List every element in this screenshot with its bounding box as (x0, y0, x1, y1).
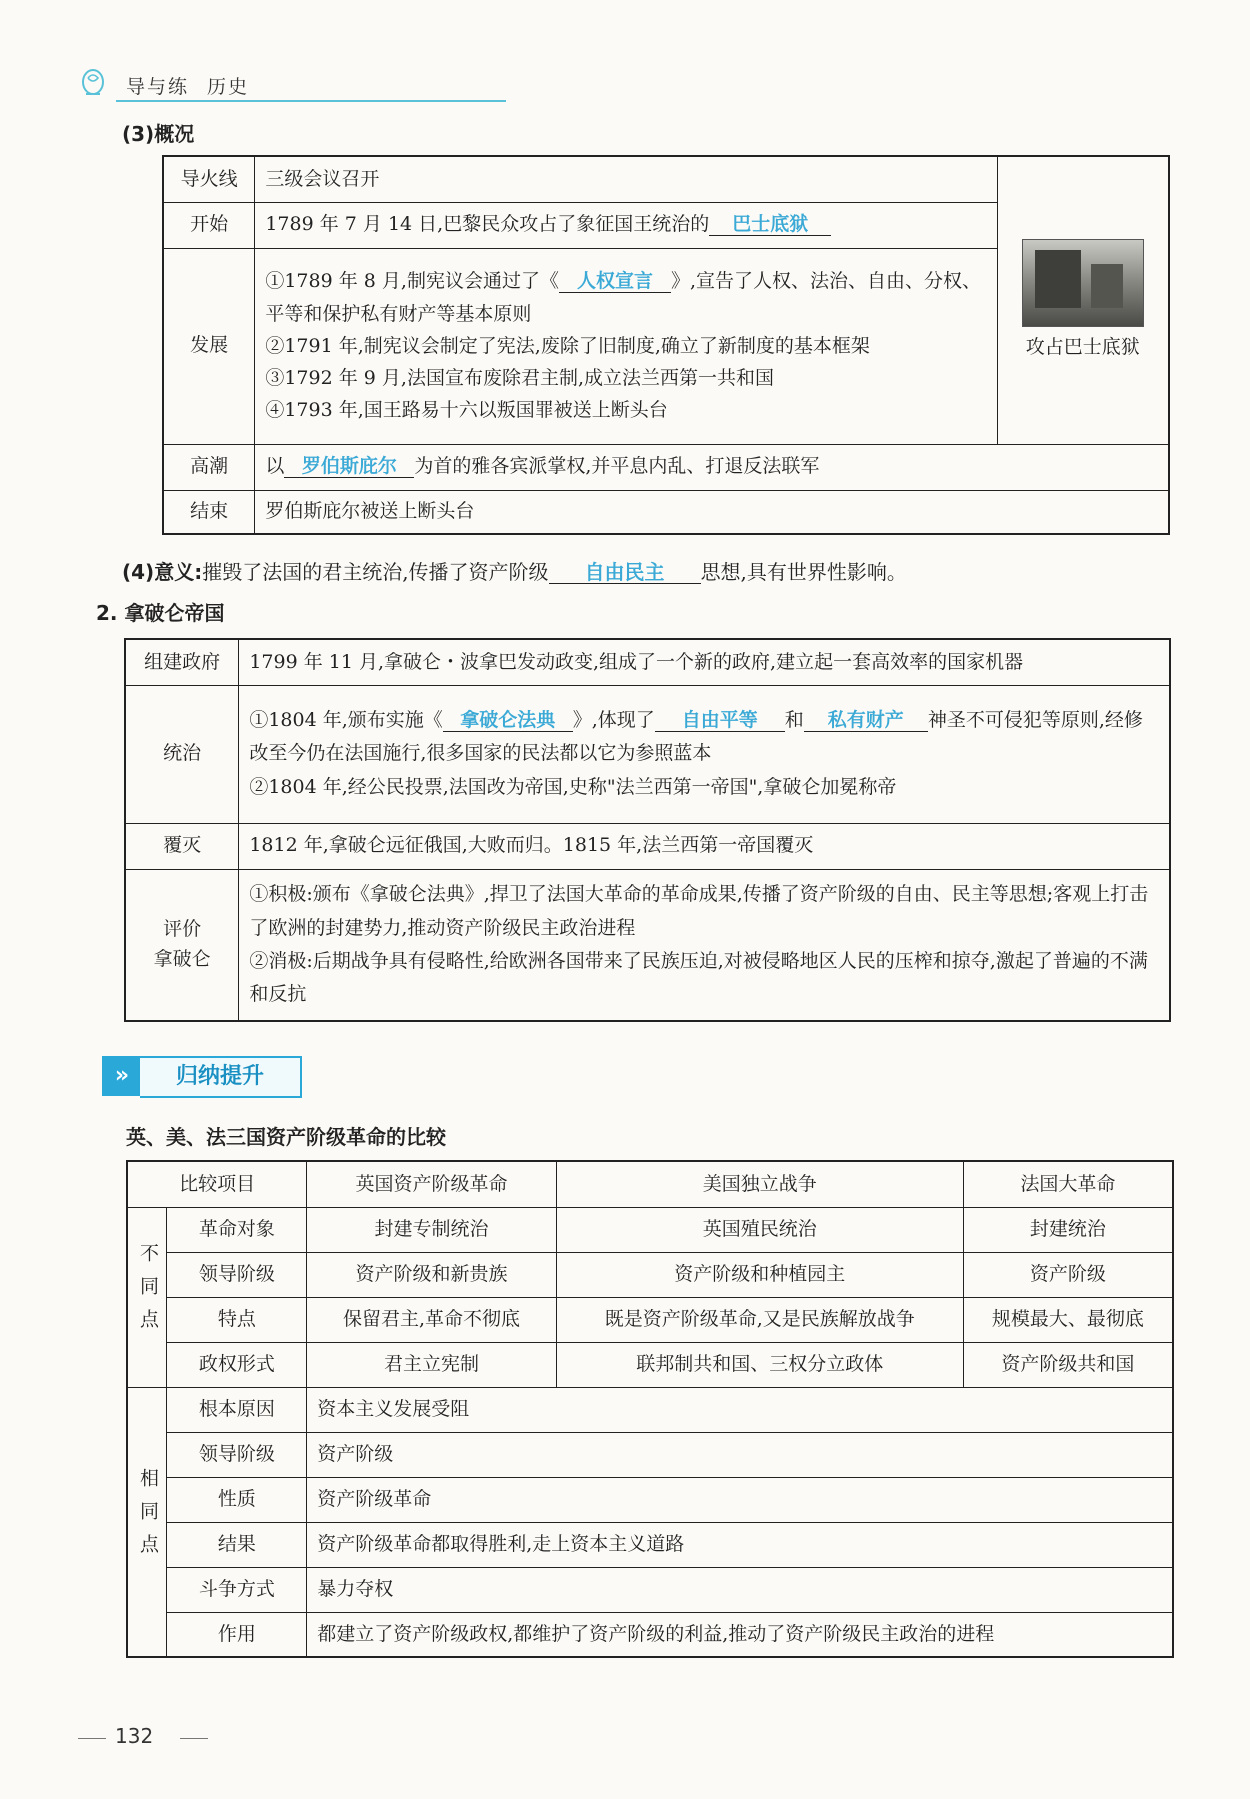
text: 神圣不可侵犯等原则,经修改至今仍在法国施行,很多国家的民法都以它为参照蓝本 (249, 709, 1143, 765)
page-dash-right (180, 1738, 208, 1739)
shared-cell: 资产阶级革命都取得胜利,走上资本主义道路 (307, 1522, 1173, 1567)
shared-cell: 都建立了资产阶级政权,都维护了资产阶级的利益,推动了资产阶级民主政治的进程 (307, 1612, 1173, 1657)
table-row (127, 1252, 1173, 1297)
table-row (163, 156, 1169, 202)
answer-blank: 人权宣言 (559, 271, 671, 293)
significance-label: (4)意义: (122, 560, 203, 584)
subject-name: 历史 (207, 76, 250, 98)
answer-blank: 拿破仑法典 (443, 710, 573, 732)
comparison-title: 英、美、法三国资产阶级革命的比较 (126, 1125, 446, 1149)
header-rule (116, 100, 506, 102)
answer-blank: 巴士底狱 (709, 214, 831, 236)
fr-cell: 资产阶级共和国 (963, 1342, 1173, 1387)
page-header (80, 66, 430, 102)
text: 1789 年 7 月 14 日,巴黎民众攻占了象征国王统治的 (265, 213, 710, 236)
answer-blank: 自由平等 (655, 710, 785, 732)
row-content: 1799 年 11 月,拿破仑・波拿巴发动政变,组成了一个新的政府,建立起一套高效率的国家机器 (239, 639, 1170, 685)
item-cell: 领导阶级 (167, 1252, 307, 1297)
table-row (127, 1342, 1173, 1387)
table-row (127, 1207, 1173, 1252)
row-content: 1812 年,拿破仑远征俄国,大败而归。1815 年,法兰西第一帝国覆灭 (239, 823, 1170, 869)
uk-cell: 保留君主,革命不彻底 (307, 1297, 556, 1342)
fr-cell: 封建统治 (963, 1207, 1173, 1252)
row-content (239, 685, 1170, 823)
row-label: 结束 (163, 490, 255, 534)
row-content (255, 202, 997, 248)
comparison-table (126, 1160, 1174, 1658)
row-content: 三级会议召开 (255, 156, 997, 202)
item-cell: 革命对象 (167, 1207, 307, 1252)
book-logo-icon (80, 68, 106, 98)
item-cell: 根本原因 (167, 1387, 307, 1432)
table-row (127, 1387, 1173, 1432)
overview-table (162, 155, 1170, 535)
header-cell: 比较项目 (127, 1161, 307, 1207)
row-content: 罗伯斯庇尔被送上断头台 (255, 490, 1169, 534)
list-item: ①积极:颁布《拿破仑法典》,捍卫了法国大革命的革命成果,传播了资产阶级的自由、民主等思想;客观上打击了欧洲的封建势力,推动资产阶级民主政治进程 (249, 883, 1149, 939)
bastille-illustration (1022, 239, 1144, 327)
table-row (127, 1297, 1173, 1342)
us-cell: 英国殖民统治 (556, 1207, 963, 1252)
table-row (125, 823, 1170, 869)
group-label (127, 1387, 167, 1657)
label-line: 拿破仑 (153, 947, 211, 970)
group-label-text: 不同点 (136, 1242, 159, 1342)
napoleon-title: 2. 拿破仑帝国 (96, 601, 225, 625)
text: 和 (784, 709, 804, 732)
list-item: ④1793 年,国王路易十六以叛国罪被送上断头台 (265, 399, 668, 422)
group-label (127, 1207, 167, 1387)
text: 摧毁了法国的君主统治,传播了资产阶级 (202, 560, 549, 584)
napoleon-table (124, 638, 1171, 1022)
item-cell: 斗争方式 (167, 1567, 307, 1612)
us-cell: 既是资产阶级革命,又是民族解放战争 (556, 1297, 963, 1342)
table-row (125, 685, 1170, 823)
shared-cell: 资产阶级 (307, 1432, 1173, 1477)
uk-cell: 资产阶级和新贵族 (307, 1252, 556, 1297)
table-row (127, 1612, 1173, 1657)
item-cell: 特点 (167, 1297, 307, 1342)
image-cell (997, 156, 1169, 444)
text: 为首的雅各宾派掌权,并平息内乱、打退反法联军 (414, 455, 820, 478)
item-cell: 作用 (167, 1612, 307, 1657)
text: ①1789 年 8 月,制宪议会通过了《 (265, 270, 559, 293)
item-cell: 政权形式 (167, 1342, 307, 1387)
text: ①1804 年,颁布实施《 (249, 709, 443, 732)
us-cell: 资产阶级和种植园主 (556, 1252, 963, 1297)
row-label: 覆灭 (125, 823, 239, 869)
table-row (127, 1567, 1173, 1612)
significance-line (122, 556, 907, 585)
table-row (163, 490, 1169, 534)
fr-cell: 规模最大、最彻底 (963, 1297, 1173, 1342)
group-label-text: 相同点 (136, 1467, 159, 1567)
table-header-row (127, 1161, 1173, 1207)
page-number: 132 (115, 1724, 154, 1748)
table-row (125, 639, 1170, 685)
us-cell: 联邦制共和国、三权分立政体 (556, 1342, 963, 1387)
page-dash-left (78, 1738, 106, 1739)
image-caption: 攻占巴士底狱 (1025, 335, 1140, 358)
answer-blank: 私有财产 (804, 710, 928, 732)
badge-label: 归纳提升 (140, 1056, 302, 1098)
text: 》,宣告了人权、法治、自由、分权、平等和保护私有财产等基本原则 (265, 270, 981, 325)
row-content (255, 248, 997, 444)
row-label (125, 869, 239, 1021)
list-item: ②1804 年,经公民投票,法国改为帝国,史称"法兰西第一帝国",拿破仑加冕称帝 (249, 775, 897, 798)
uk-cell: 君主立宪制 (307, 1342, 556, 1387)
uk-cell: 封建专制统治 (307, 1207, 556, 1252)
row-label: 导火线 (163, 156, 255, 202)
list-item: ②1791 年,制宪议会制定了宪法,废除了旧制度,确立了新制度的基本框架 (265, 334, 870, 357)
text: 》,体现了 (572, 709, 655, 732)
answer-blank: 罗伯斯庇尔 (284, 456, 414, 478)
row-label: 组建政府 (125, 639, 239, 685)
row-content (255, 444, 1169, 490)
list-item: ②消极:后期战争具有侵略性,给欧洲各国带来了民族压迫,对被侵略地区人民的压榨和掠夺,激起了普遍的不满和反抗 (249, 949, 1148, 1005)
item-cell: 领导阶级 (167, 1432, 307, 1477)
item-cell: 结果 (167, 1522, 307, 1567)
answer-blank: 自由民主 (549, 561, 701, 584)
list-item: ③1792 年 9 月,法国宣布废除君主制,成立法兰西第一共和国 (265, 367, 774, 390)
header-cell: 法国大革命 (963, 1161, 1173, 1207)
row-label: 高潮 (163, 444, 255, 490)
table-row (127, 1477, 1173, 1522)
table-row (125, 869, 1170, 1021)
row-label: 统治 (125, 685, 239, 823)
text: 以 (265, 455, 285, 478)
item-cell: 性质 (167, 1477, 307, 1522)
fr-cell: 资产阶级 (963, 1252, 1173, 1297)
header-cell: 英国资产阶级革命 (307, 1161, 556, 1207)
list-item (249, 704, 1159, 771)
row-label: 发展 (163, 248, 255, 444)
header-cell: 美国独立战争 (556, 1161, 963, 1207)
summary-badge (102, 1056, 302, 1098)
shared-cell: 暴力夺权 (307, 1567, 1173, 1612)
header-title (126, 72, 267, 99)
row-label: 开始 (163, 202, 255, 248)
table-row (127, 1432, 1173, 1477)
text: 思想,具有世界性影响。 (700, 560, 907, 584)
overview-title: (3)概况 (122, 122, 195, 146)
row-content (239, 869, 1170, 1021)
shared-cell: 资产阶级革命 (307, 1477, 1173, 1522)
label-line: 评价 (163, 918, 202, 941)
shared-cell: 资本主义发展受阻 (307, 1387, 1173, 1432)
book-name: 导与练 (126, 76, 190, 98)
table-row (163, 444, 1169, 490)
table-row (127, 1522, 1173, 1567)
double-arrow-icon: » (102, 1056, 142, 1096)
list-item (265, 265, 986, 330)
